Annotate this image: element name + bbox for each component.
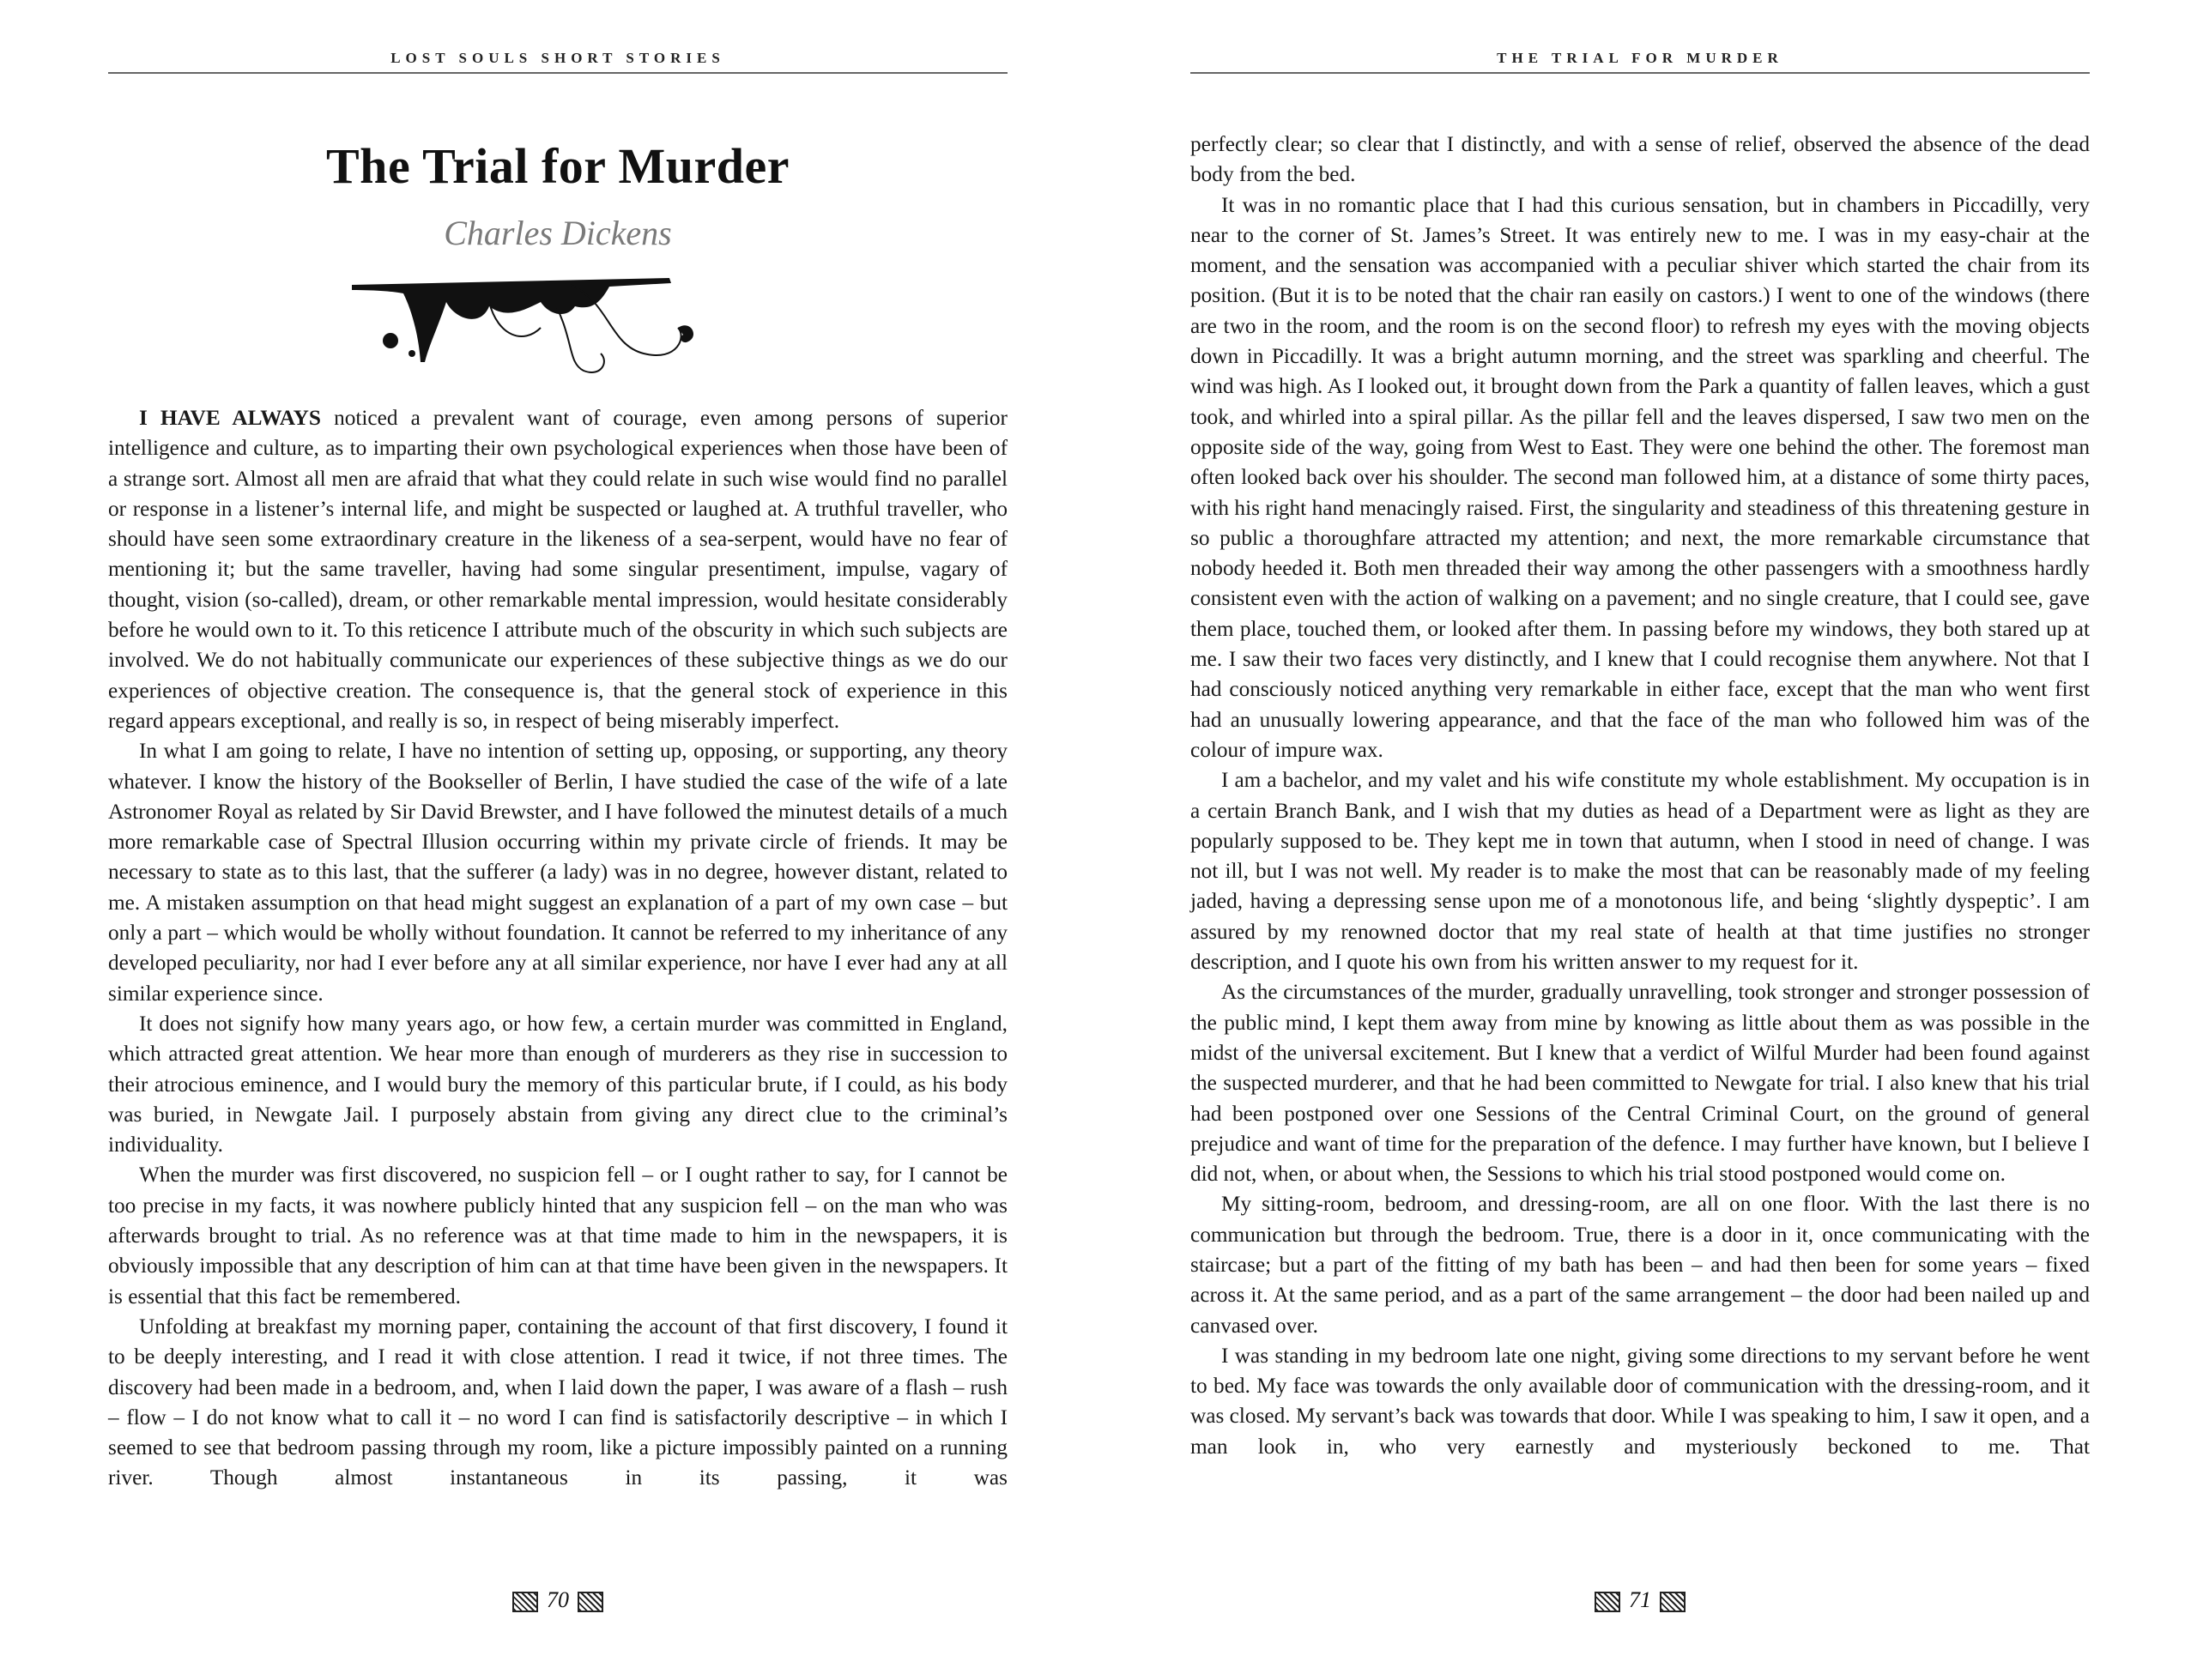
paragraph-text: noticed a prevalent want of courage, even among persons of superior intelligence and culture, as to imparting their own psychological experiences when those have been of a strange sort. Almost all men are afraid that what they could relate in such wise would find no parallel or response in a listener’s internal life, and might be suspected or laughed at. A truthful traveller, who should have seen some extraordinary creature in the likeness of a sea-serpent, would have no fear of mentioning it; but the same traveller, having had some singular presentiment, impulse, vagary of thought, vision (so-called), dream, or other remarkable mental impression, would hesitate considerably before he would own to it. To this reticence I attribute much of the obscurity in which such subjects are involved. We do not habitually communicate our experiences of these subjective things as we do our experiences of objective creation. The consequence is, that the general stock of experience in this regard appears exceptional, and really is so, in respect of being miserably imperfect. (108, 406, 1008, 733)
page-number (1190, 1587, 2090, 1613)
paragraph: perfectly clear; so clear that I distinctly, and with a sense of relief, observed the absence of the dead body from the bed. (1190, 132, 2090, 187)
paragraph (108, 403, 1008, 736)
running-head: THE TRIAL FOR MURDER (1497, 50, 1783, 66)
header-rule (1190, 72, 2090, 74)
right-page (1190, 0, 2090, 1680)
paragraph: It does not signify how many years ago, or how few, a certain murder was committed in England, which attracted great attention. We hear more than enough of murderers as they rise in succession to their atrocious eminence, and I would bury the memory of this particular brute, if I could, as his body was buried, in Newgate Jail. I purposely abstain from giving any direct clue to the criminal’s individuality. (108, 1011, 1008, 1157)
folio-ornament-icon (578, 1592, 603, 1612)
lead-in: I HAVE ALWAYS (139, 406, 321, 430)
paragraph: Unfolding at breakfast my morning paper, containing the account of that first discovery, I found it to be deeply interesting, and I read it with close attention. I read it twice, if not three times. The discovery had been made in a bedroom, and, when I laid down the paper, I was aware of a flash – rush – flow – I do not know what to call it – no word I can find is satisfactorily descriptive – in which I seemed to see that bedroom passing through my room, like a picture impossibly painted on a running river. Though almost instantaneous in its passing, it was (108, 1314, 1008, 1490)
page-number (108, 1587, 1008, 1613)
header-rule (108, 72, 1008, 74)
body-text (1190, 130, 2090, 1462)
paragraph: As the circumstances of the murder, gradually unravelling, took stronger and stronger possession of the public mind, I kept them away from mine by knowing as little about them as was possible in the midst of the universal excitement. But I knew that a verdict of Wilful Murder had been found against the suspected murderer, and that he had been committed to Newgate for trial. I also knew that his trial had been postponed over one Sessions of the Central Criminal Court, on the ground of general prejudice and want of time for the preparation of the defence. I may further have known, but I believe I did not, when, or about when, the Sessions to which his trial stood postponed would come on. (1190, 980, 2090, 1187)
folio-ornament-icon (512, 1592, 538, 1612)
paragraph: I was standing in my bedroom late one night, giving some directions to my servant before he went to bed. My face was towards the only available door of communication with the dressing-room, and it was closed. My servant’s back was towards that door. While I was speaking to him, I saw it open, and a man look in, who very earnestly and mysteriously beckoned to me. That (1190, 1343, 2090, 1459)
running-head: LOST SOULS SHORT STORIES (390, 50, 725, 66)
page-number-text: 70 (547, 1587, 569, 1612)
folio-ornament-icon (1595, 1592, 1620, 1612)
ink-splash-ornament-icon (352, 268, 764, 379)
left-page (108, 0, 1008, 1680)
story-title: The Trial for Murder (326, 138, 790, 194)
body-text (108, 403, 1008, 1494)
folio-ornament-icon (1660, 1592, 1686, 1612)
paragraph: When the murder was first discovered, no suspicion fell – or I ought rather to say, for I cannot be too precise in my facts, it was nowhere publicly hinted that any suspicion fell – on the man who was afterwards brought to trial. As no reference was at that time made to him in the newspapers, it is obviously impossible that any description of him can at that time have been given in the newspapers. It is essential that this fact be remembered. (108, 1163, 1008, 1308)
story-author: Charles Dickens (444, 214, 672, 252)
paragraph: My sitting-room, bedroom, and dressing-room, are all on one floor. With the last there is no communication but through the bedroom. True, there is a door in it, once communicating with the staircase; but a part of the fitting of my bath has been – and had then been for some years – fixed across it. At the same period, and as a part of the same arrangement – the door had been nailed up and canvased over. (1190, 1192, 2090, 1338)
paragraph: It was in no romantic place that I had this curious sensation, but in chambers in Piccadilly, very near to the corner of St. James’s Street. It was entirely new to me. I was in my easy-chair at the moment, and the sensation was accompanied with a peculiar shiver which started the chair from its position. (But it is to be noted that the chair ran easily on castors.) I went to one of the windows (there are two in the room, and the room is on the second floor) to refresh my eyes with the moving objects down in Piccadilly. It was a bright autumn morning, and the street was sparkling and cheerful. The wind was high. As I looked out, it brought down from the Park a quantity of fallen leaves, which a gust took, and whirled into a spiral pillar. As the pillar fell and the leaves dispersed, I saw two men on the opposite side of the way, going from West to East. They were one behind the other. The foremost man often looked back over his shoulder. The second man followed him, at a distance of some thirty paces, with his right hand menacingly raised. First, the singularity and steadiness of this threatening gesture in so public a thoroughfare attracted my attention; and next, the more remarkable circumstance that nobody heeded it. Both men threaded their way among the other passengers with a smoothness hardly consistent even with the action of walking on a pavement; and no single creature, that I could see, gave them place, touched them, or looked after them. In passing before my windows, they both stared up at me. I saw their two faces very distinctly, and I knew that I could recognise them anywhere. Not that I had consciously noticed anything very remarkable in either face, except that the man who went first had an unusually lowering appearance, and that the face of the man who followed him was of the colour of impure wax. (1190, 192, 2090, 762)
paragraph: I am a bachelor, and my valet and his wife constitute my whole establishment. My occupation is in a certain Branch Bank, and I wish that my duties as head of a Department were as light as they are popularly supposed to be. They kept me in town that autumn, when I stood in need of change. I was not ill, but I was not well. My reader is to make the most that can be reasonably made of my feeling jaded, having a depressing sense upon me of a monotonous life, and being ‘slightly dyspeptic’. I am assured by my renowned doctor that my real state of health at that time justifies no stronger description, and I quote his own from his written answer to my request for it. (1190, 768, 2090, 975)
page-number-text: 71 (1629, 1587, 1651, 1612)
paragraph: In what I am going to relate, I have no intention of setting up, opposing, or supporting, any theory whatever. I know the history of the Bookseller of Berlin, I have studied the case of the wife of a late Astronomer Royal as related by Sir David Brewster, and I have followed the minutest details of a much more remarkable case of Spectral Illusion occurring within my private circle of friends. It may be necessary to state as to this last, that the sufferer (a lady) was in no degree, however distant, related to me. A mistaken assumption on that head might suggest an explanation of a part of my own case – but only a part – which would be wholly without foundation. It cannot be referred to my inheritance of any developed peculiarity, nor had I ever before any at all similar experience, nor have I ever had any at all similar experience since. (108, 739, 1008, 1006)
